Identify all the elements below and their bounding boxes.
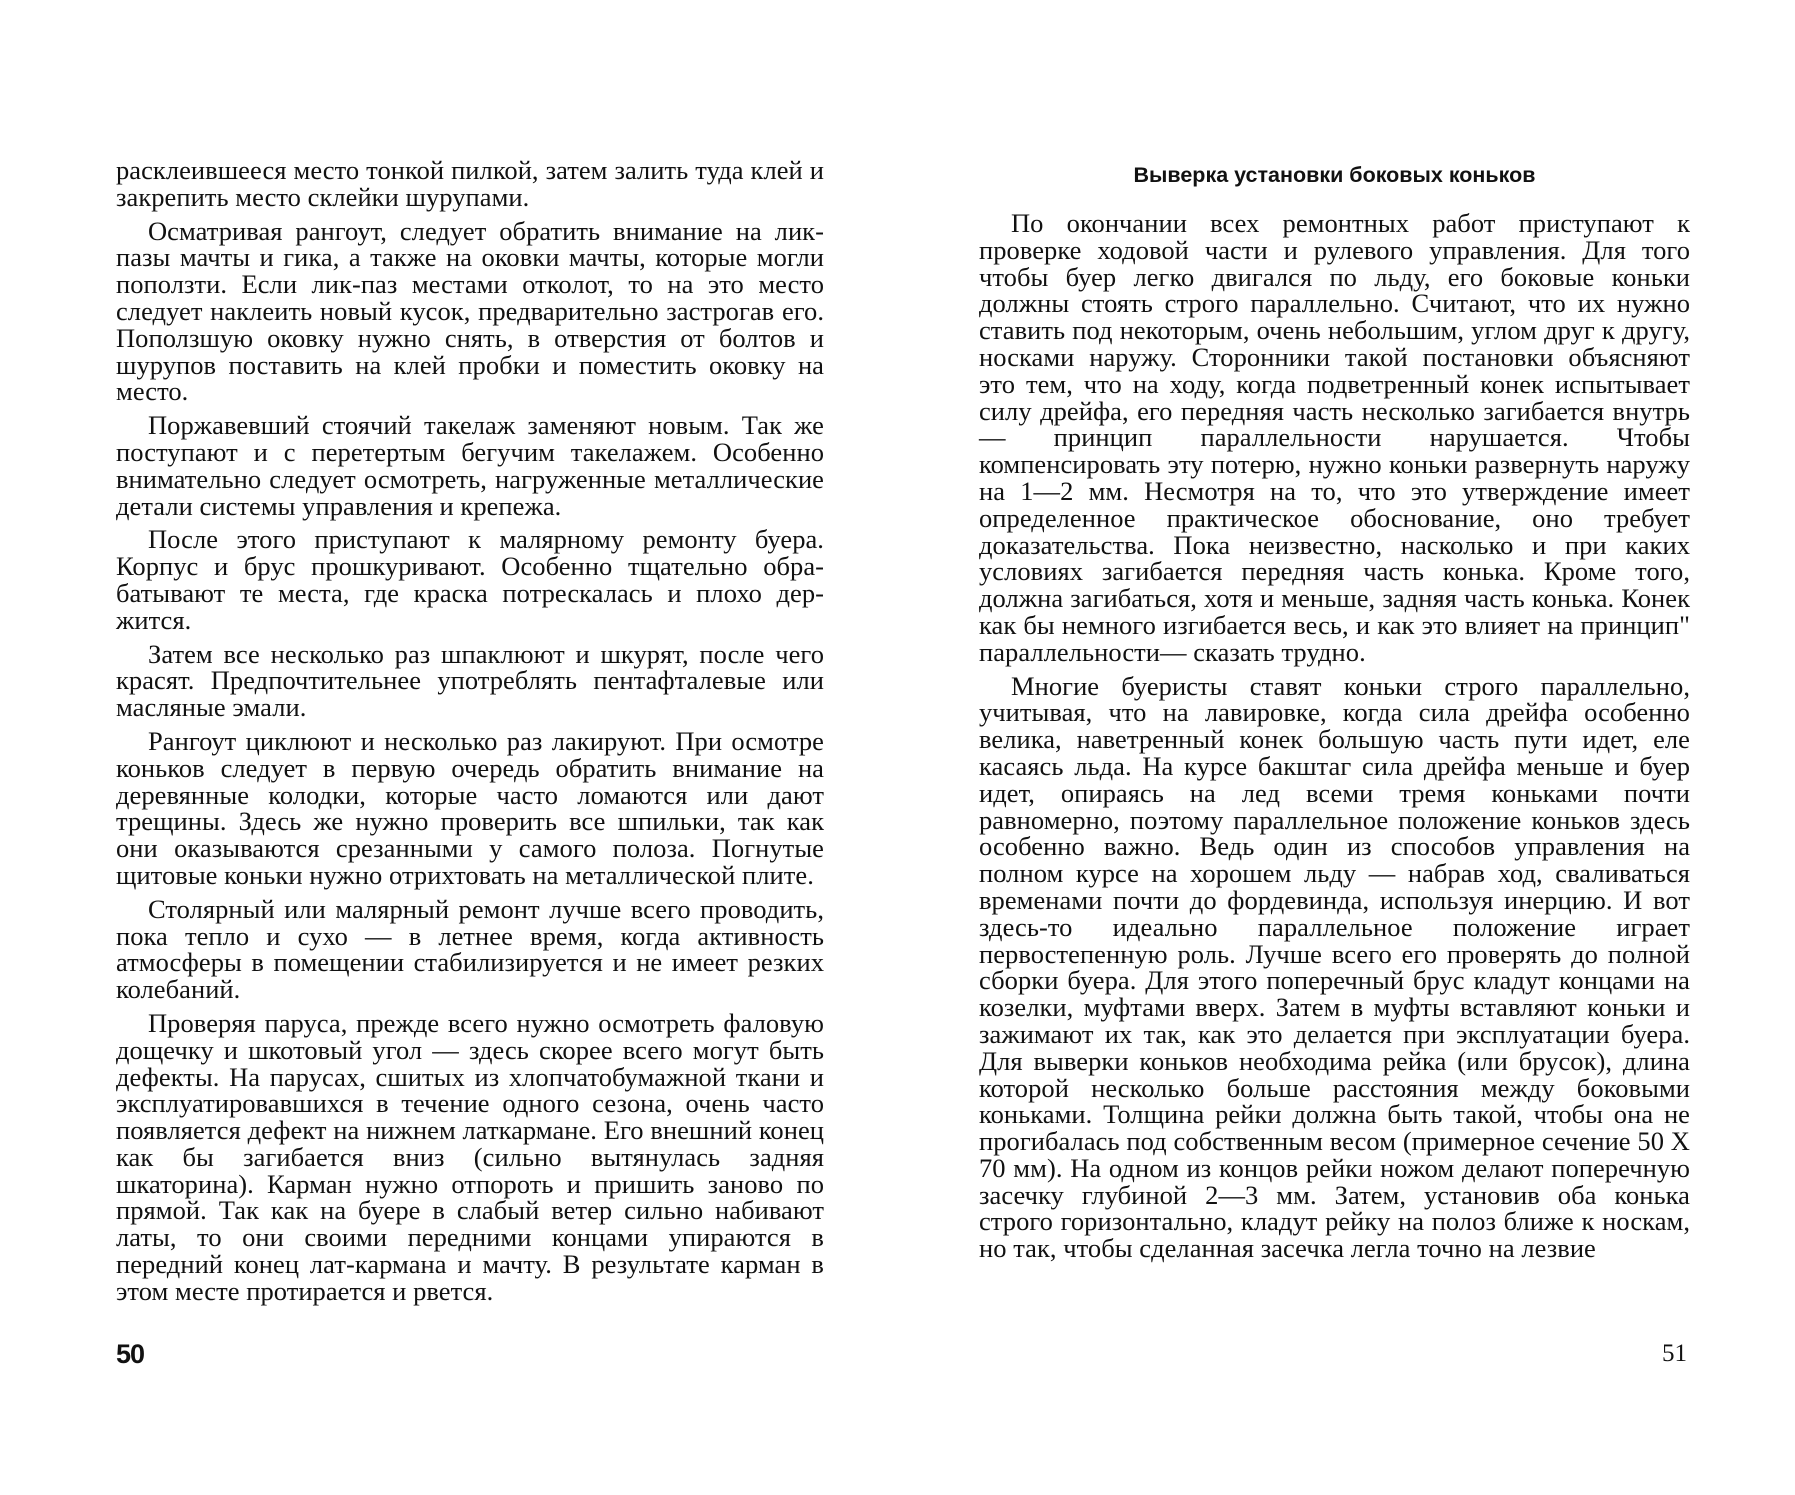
paragraph: После этого приступают к малярному ремонту буера. Корпус и брус прошкуривают. Особенно тщательно обрабатывают те места, где краска потрескалась и плохо держится. xyxy=(116,524,824,635)
page-number: 51 xyxy=(1662,1340,1687,1367)
paragraph: расклеившееся место тонкой пилкой, затем залить туда клей и закрепить место склейки шурупами. xyxy=(116,155,824,212)
paragraph: По окончании всех ремонтных работ приступают к проверке ходовой части и рулевого управления. Для того чтобы буер легко двигался по льду, его боковые коньки должны стоять строго параллельно. Считают, что их нужно ставить под некоторым, очень небольшим, углом друг к другу, носками наружу. Сторонники такой постановки объясняют это тем, что на ходу, когда подветренный конек испытывает силу дрейфа, его передняя часть несколько загибается внутрь — принцип параллельности нарушается. Чтобы компенсировать эту потерю, нужно коньки развернуть наружу на 1—2 мм. Несмотря на то, что это утверждение имеет определенное практическое обоснование, оно требует доказательства. Пока неизвестно, насколько и при каких условиях загибается передняя часть конька. Кроме того, должна загибаться, хотя и меньше, задняя часть конька. Конек как бы немного изгибается весь, и как это влияет на принцип" параллельности— сказать трудно. xyxy=(979,208,1690,667)
paragraph: Столярный или малярный ремонт лучше всего проводить, пока тепло и сухо — в летнее время, когда активность атмосферы в помещении стабилизируется и не имеет резких колебаний. xyxy=(116,893,824,1005)
paragraph: Осматривая рангоут, следует обратить внимание на лик-пазы мачты и гика, а также на оковки мачты, которые могли поползти. Если лик-паз местами отколот, то на это место следует наклеить новый кусок, предварительно застрогав его. Поползшую оковку нужно снять, в отверстия от болтов и шурупов поставить на клей пробки и поместить оковку на место. xyxy=(116,215,824,407)
left-page-body xyxy=(116,157,824,1312)
paragraph: Многие буеристы ставят коньки строго параллельно, учитывая, что на лавировке, когда сила дрейфа особенно велика, наветренный конек большую часть пути идет, еле касаясь льда. На курсе бакштаг сила дрейфа меньше и буер идет, опираясь на лед всеми тремя коньками почти равномерно, поэтому параллельное положение коньков здесь особенно важно. Ведь один из способов управления на полном курсе на хорошем льду — набрав ход, сваливаться временами почти до фордевинда, используя инерцию. И вот здесь-то идеально параллельное положение играет первостепенную роль. Лучше всего его проверять до полной сборки буера. Для этого поперечный брус кладут концами на козелки, муфтами вверх. Затем в муфты вставляют коньки и зажимают их так, как это делается при эксплуатации буера. Для выверки коньков необходима рейка (или брусок), длина которой несколько больше расстояния между боковыми коньками. Толщина рейки должна быть такой, чтобы она не прогибалась под собственным весом (примерное сечение 50 X 70 мм). На одном из концов рейки ножом делают поперечную засечку глубиной 2—3 мм. Затем, установив оба конька строго горизонтально, кладут рейку на полоз ближе к носкам, но так, чтобы сделанная засечка легла точно на лезвие xyxy=(979,670,1690,1264)
page-number: 50 xyxy=(116,1339,145,1369)
right-page-body xyxy=(979,210,1690,1269)
paragraph: Затем все несколько раз шпаклюют и шкурят, после чего красят. Предпочтительнее употреблять пентафталевые или масляные эмали. xyxy=(116,638,824,723)
paragraph: Рангоут циклюют и несколько раз лакируют. При осмотре коньков следует в первую очередь обратить внимание на деревянные колодки, которые часто ломаются или дают трещины. Здесь же нужно проверить все шпильки, так как они оказываются срезанными у самого полоза. Погнутые щитовые коньки нужно отрихтовать на металлической плите. xyxy=(116,725,824,890)
paragraph: Проверяя паруса, прежде всего нужно осмотреть фаловую дощечку и шкотовый угол — здесь скорее всего могут быть дефекты. На парусах, сшитых из хлопчатобумажной ткани и эксплуатировавшихся в течение одного сезона, очень часто появляется дефект на нижнем латкармане. Его внешний конец как бы загибается вниз (сильно вытянулась задняя шкаторина). Карман нужно отпороть и пришить заново по прямой. Так как на буере в слабый ветер сильно набивают латы, то они своими передними концами упираются в передний конец лат-кармана и мачту. В результате карман в этом месте протирается и рвется. xyxy=(116,1007,824,1306)
paragraph: Поржавевший стоячий такелаж заменяют новым. Так же поступают и с перетертым бегучим такелажем. Особенно внимательно следует осмотреть, нагруженные металлические детали системы управления и крепежа. xyxy=(116,410,824,521)
section-heading: Выверка установки боковых коньков xyxy=(1133,163,1536,187)
left-page xyxy=(0,0,897,1495)
right-page xyxy=(897,0,1795,1495)
